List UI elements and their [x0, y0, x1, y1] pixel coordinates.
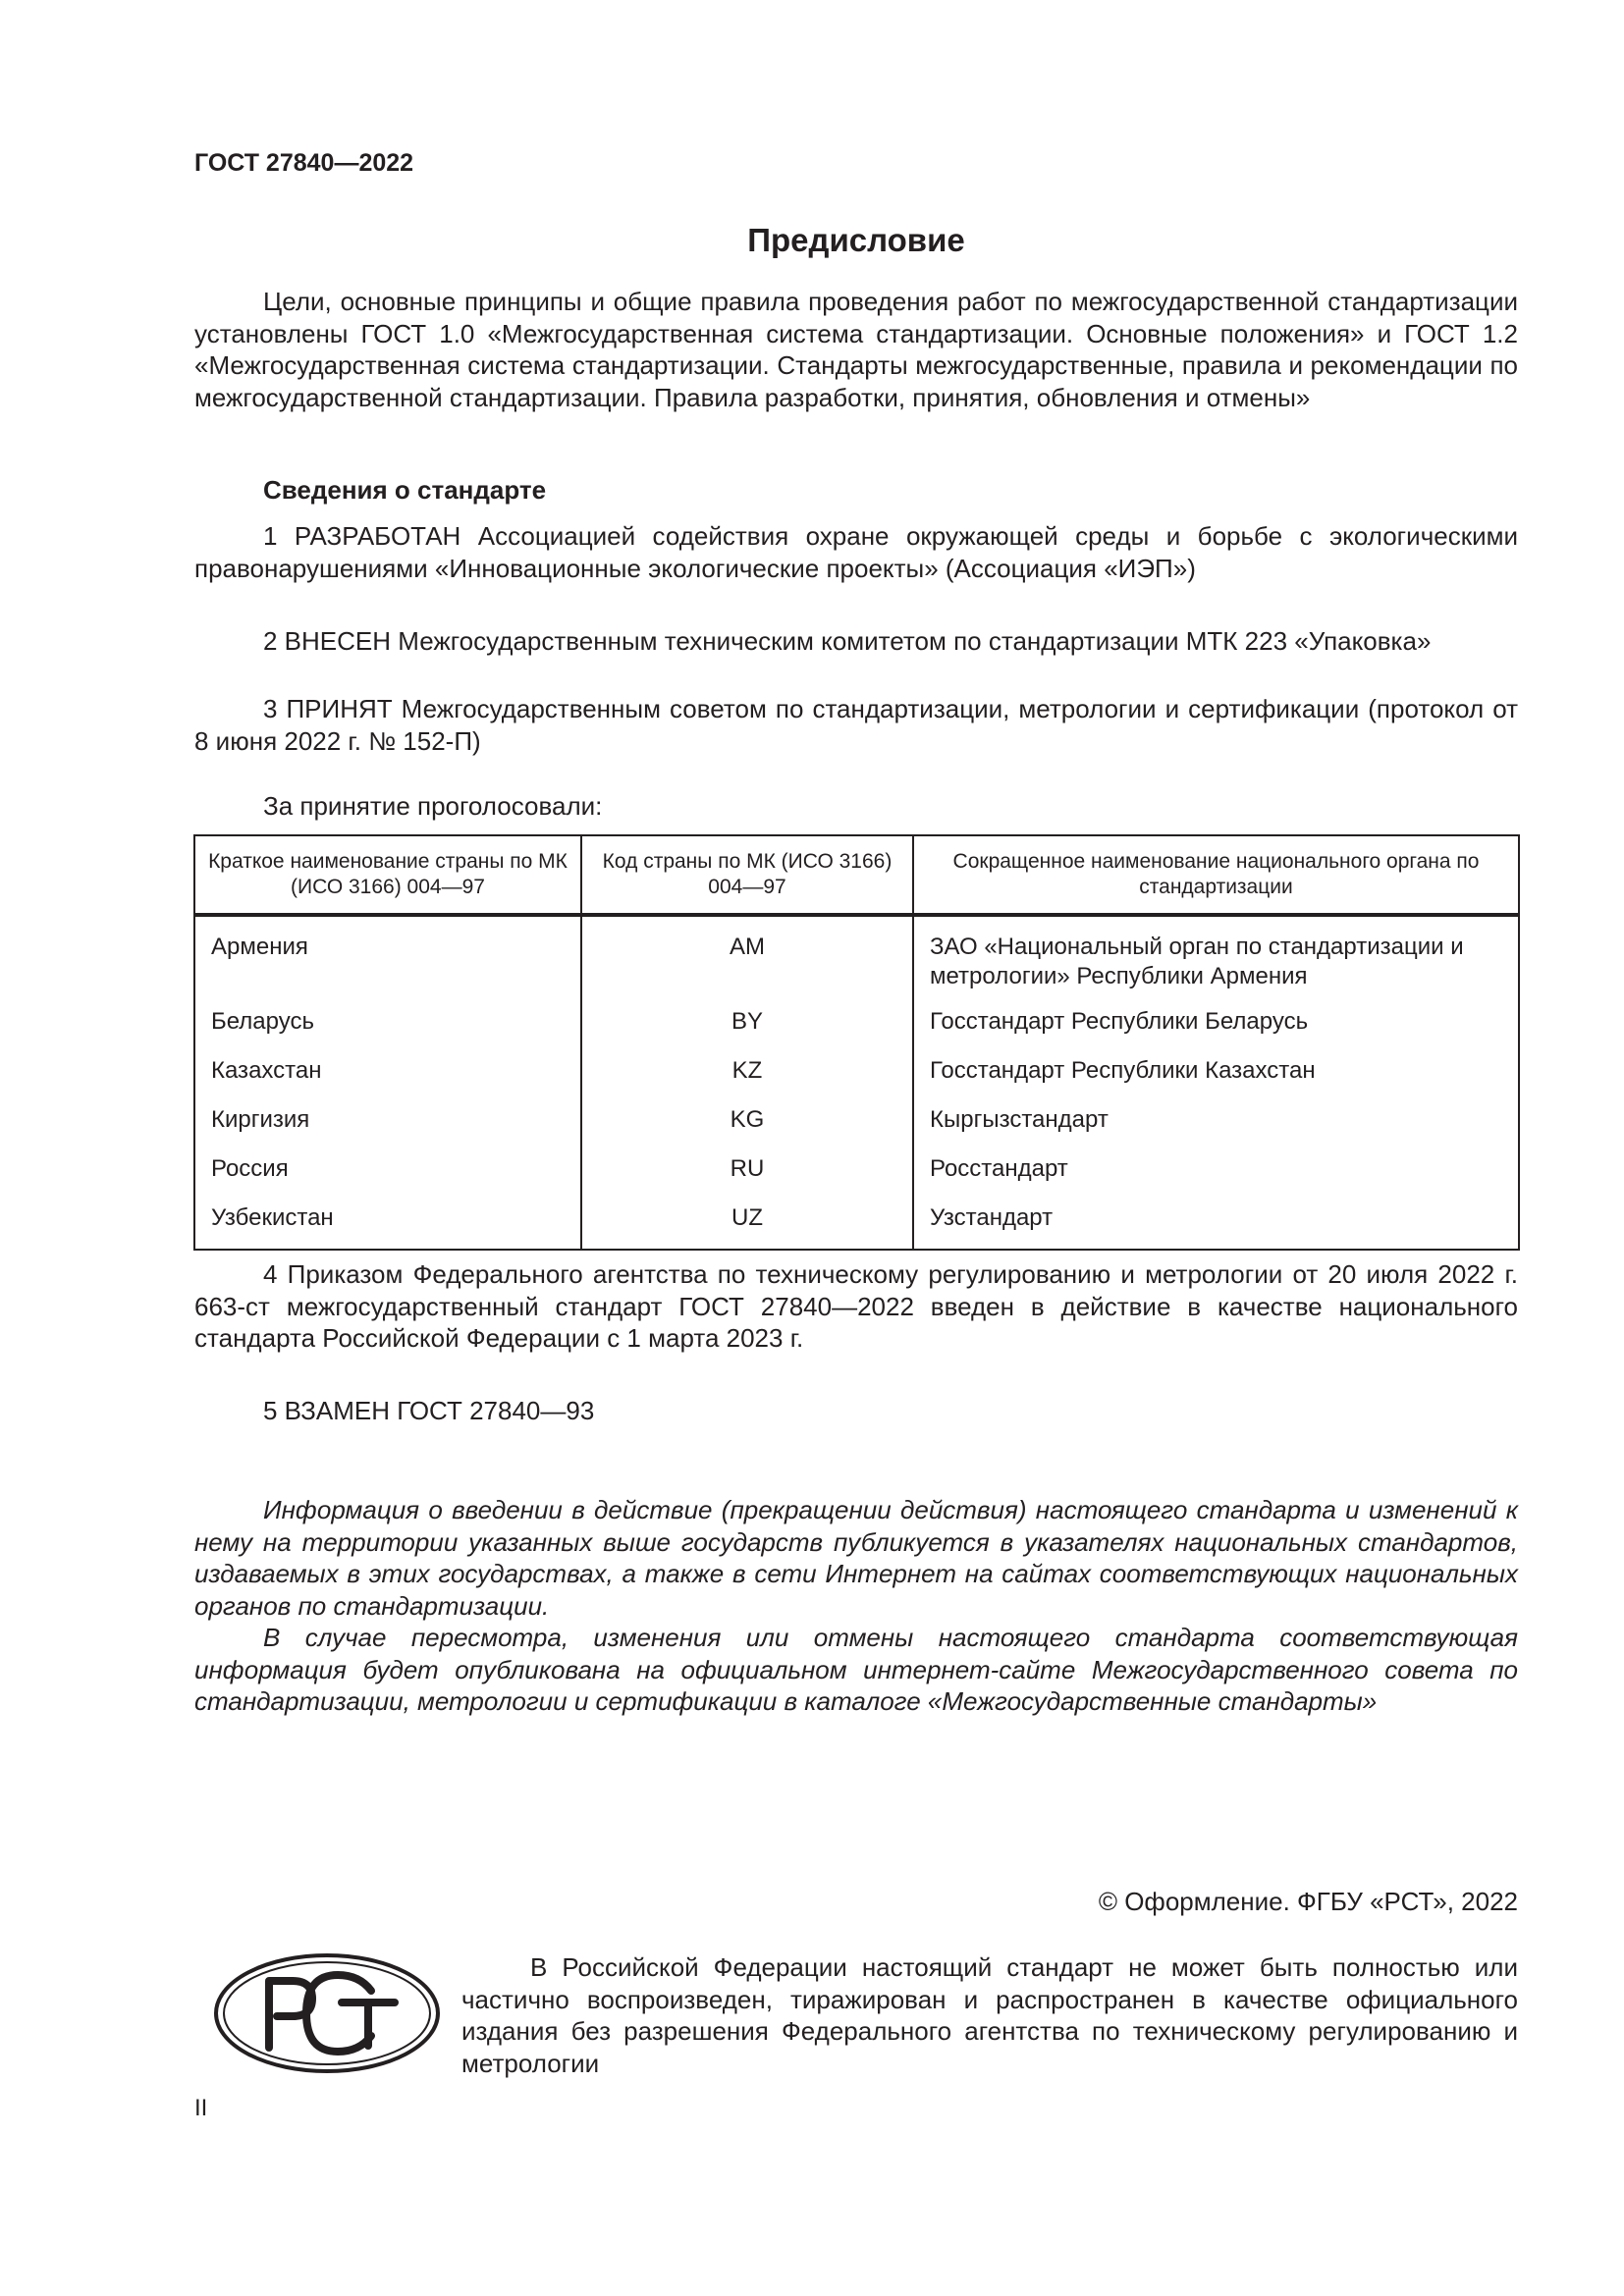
table-header-row — [194, 835, 1519, 915]
header-country-name: Краткое наименование страны по МК (ИСО 3166) 004—97 — [194, 835, 581, 915]
cell-code: AM — [581, 915, 913, 995]
cell-body: Росстандарт — [913, 1143, 1519, 1192]
cell-country: Казахстан — [194, 1044, 581, 1094]
table-row — [194, 915, 1519, 995]
cell-country: Узбекистан — [194, 1192, 581, 1250]
item-submitted: 2 ВНЕСЕН Межгосударственным техническим комитетом по стандартизации МТК 223 «Упаковка» — [263, 626, 1432, 656]
italic-note-revision: В случае пересмотра, изменения или отмены настоящего стандарта соответствующая информация будет опубликована на официальном интернет-сайте Межгосударственного совета по стандартизации, метрологии и сертификации в каталоге «Межгосударственные стандарты» — [194, 1623, 1518, 1716]
cell-country: Россия — [194, 1143, 581, 1192]
page-title: Предисловие — [747, 222, 965, 258]
reproduction-notice: В Российской Федерации настоящий стандарт не может быть полностью или частично воспроизведен, тиражирован и распространен в качестве официального издания без разрешения Федерального агентства по техническому регулированию и метрологии — [461, 1952, 1518, 2078]
item-order: 4 Приказом Федерального агентства по техническому регулированию и метрологии от 20 июля 2022 г. 663-ст межгосударственный стандарт ГОСТ 27840—2022 введен в действие в качестве национального стандарта Российской Федерации с 1 марта 2023 г. — [194, 1259, 1518, 1353]
cell-country: Беларусь — [194, 995, 581, 1044]
rst-logo-icon — [212, 1951, 442, 2075]
copyright-line: © Оформление. ФГБУ «РСТ», 2022 — [1098, 1887, 1518, 1916]
cell-code: KG — [581, 1094, 913, 1143]
table-row — [194, 1143, 1519, 1192]
table-row — [194, 995, 1519, 1044]
cell-body: ЗАО «Национальный орган по стандартизации и метрологии» Республики Армения — [913, 915, 1519, 995]
item-adopted: 3 ПРИНЯТ Межгосударственным советом по стандартизации, метрологии и сертификации (протокол от 8 июня 2022 г. № 152-П) — [194, 694, 1518, 756]
table-row — [194, 1094, 1519, 1143]
header-national-body: Сокращенное наименование национального органа по стандартизации — [913, 835, 1519, 915]
cell-code: KZ — [581, 1044, 913, 1094]
info-heading: Сведения о стандарте — [263, 475, 547, 505]
intro-paragraph: Цели, основные принципы и общие правила проведения работ по межгосударственной стандартизации установлены ГОСТ 1.0 «Межгосударственная система стандартизации. Основные положения» и ГОСТ 1.2 «Межгосударственная система стандартизации. Стандарты межгосударственные, правила и рекомендации по межгосударственной стандартизации. Правила разработки, принятия, обновления и отмены» — [194, 287, 1518, 412]
table-row — [194, 1044, 1519, 1094]
item-developed: 1 РАЗРАБОТАН Ассоциацией содействия охране окружающей среды и борьбе с экологическими правонарушениями «Инновационные экологические проекты» (Ассоциация «ИЭП») — [194, 521, 1518, 583]
cell-body: Узстандарт — [913, 1192, 1519, 1250]
cell-code: BY — [581, 995, 913, 1044]
item-replaces: 5 ВЗАМЕН ГОСТ 27840—93 — [263, 1396, 595, 1425]
cell-country: Киргизия — [194, 1094, 581, 1143]
document-header: ГОСТ 27840—2022 — [194, 149, 414, 177]
page-number: II — [194, 2095, 208, 2121]
cell-body: Госстандарт Республики Беларусь — [913, 995, 1519, 1044]
cell-body: Кыргызстандарт — [913, 1094, 1519, 1143]
cell-body: Госстандарт Республики Казахстан — [913, 1044, 1519, 1094]
cell-country: Армения — [194, 915, 581, 995]
table-row — [194, 1192, 1519, 1250]
italic-note-info: Информация о введении в действие (прекращении действия) настоящего стандарта и изменений к нему на территории указанных выше государств публикуется в указателях национальных стандартов, издаваемых в этих государствах, а также в сети Интернет на сайтах соответствующих национальных органов по стандартизации. — [194, 1495, 1518, 1621]
voting-table — [193, 834, 1520, 1251]
cell-code: RU — [581, 1143, 913, 1192]
voted-label: За принятие проголосовали: — [263, 791, 603, 821]
cell-code: UZ — [581, 1192, 913, 1250]
header-country-code: Код страны по МК (ИСО 3166) 004—97 — [581, 835, 913, 915]
